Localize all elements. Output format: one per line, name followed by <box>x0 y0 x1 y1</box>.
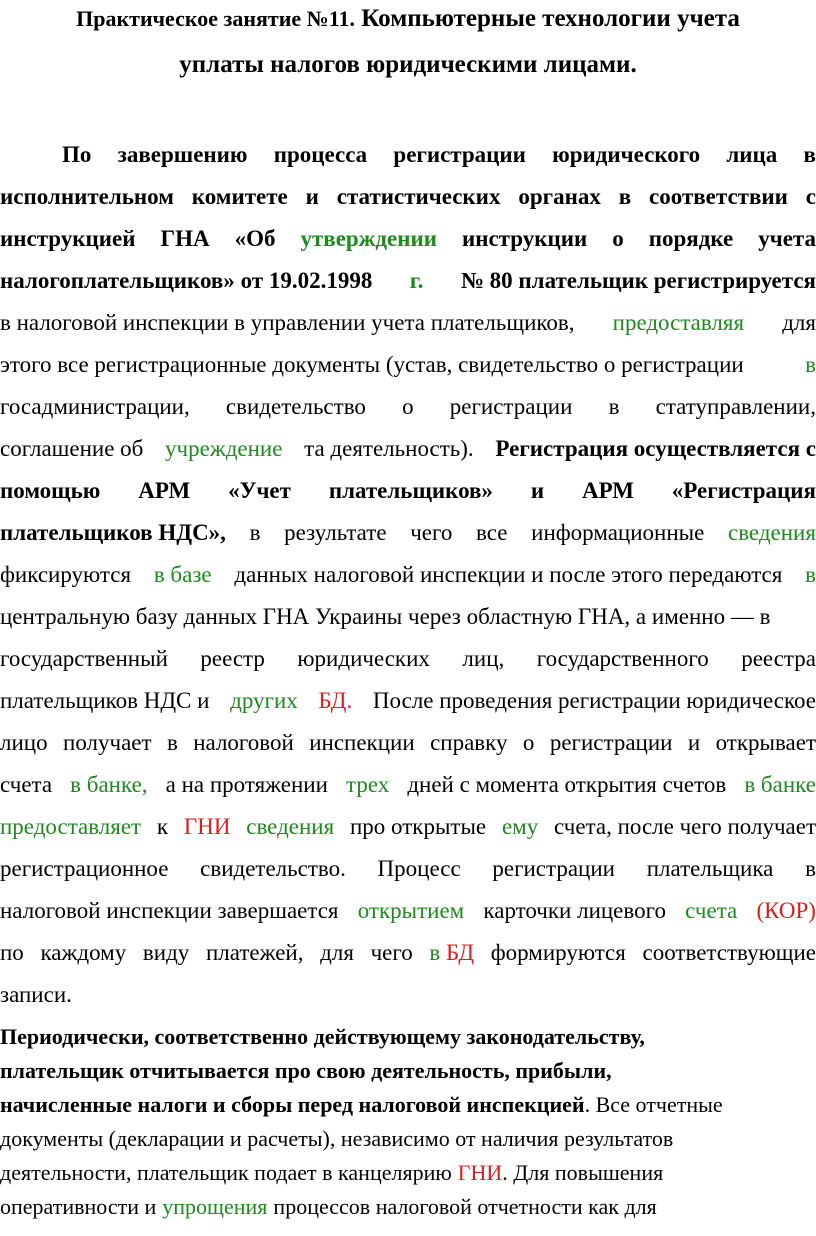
text-segment: для <box>782 310 816 335</box>
text-segment: свидетельство. <box>200 856 346 881</box>
text-segment: плательщик отчитывается про свою деятельность, прибыли, <box>0 1058 612 1083</box>
text-segment: сведения <box>246 814 335 839</box>
text-segment: плательщиков» <box>328 478 493 503</box>
text-line <box>0 1191 816 1223</box>
text-segment: каждому <box>40 940 127 965</box>
text-segment: лицо <box>0 730 48 755</box>
text-segment: госадминистрации, <box>0 394 190 419</box>
text-segment: начисленные налоги и сборы перед налоговой инспекцией <box>0 1092 585 1117</box>
text-segment: все <box>476 520 508 545</box>
text-segment: чего <box>410 520 453 545</box>
text-segment: центральную базу данных ГНА Украины через областную ГНА, а именно — в <box>0 604 771 629</box>
text-line <box>0 641 816 677</box>
text-segment: регистрации <box>449 394 573 419</box>
text-segment: органах <box>518 184 601 209</box>
text-segment: юридического <box>552 142 701 167</box>
text-segment: Процесс <box>377 856 461 881</box>
text-segment: счета <box>685 898 738 923</box>
text-line <box>0 809 816 845</box>
text-segment: плательщиков НДС», <box>0 520 226 545</box>
text-segment: государственного <box>536 646 709 671</box>
text-segment: г. <box>409 268 424 293</box>
text-segment: Регистрация осуществляется с <box>495 436 816 461</box>
text-segment: № 80 плательщик регистрируется <box>460 268 816 293</box>
text-segment-highlight: БД <box>446 940 475 965</box>
text-segment: счета, после чего получает <box>554 814 816 839</box>
text-segment: в банке <box>744 772 816 797</box>
text-segment: инструкции <box>461 226 588 251</box>
text-segment: По <box>62 142 92 167</box>
text-line <box>0 599 816 635</box>
text-segment: БД. <box>318 688 353 713</box>
text-segment: записи. <box>0 982 72 1007</box>
text-segment: этого все регистрационные документы (устав, свидетельство о регистрации <box>0 352 744 377</box>
page-title-line-2 <box>0 50 816 80</box>
text-segment: завершению <box>117 142 248 167</box>
text-segment: соглашение об <box>0 436 144 461</box>
text-segment: ГНИ <box>457 1160 503 1185</box>
text-line <box>0 473 816 509</box>
text-segment: и <box>530 478 545 503</box>
text-segment-highlight: в <box>429 940 447 965</box>
text-line <box>0 893 816 929</box>
text-segment: деятельности, плательщик подает в канцелярию <box>0 1160 452 1185</box>
text-segment: фиксируются <box>0 562 132 587</box>
text-segment: плательщиков НДС и <box>0 688 210 713</box>
title-topic-continued: уплаты налогов юридическими лицами. <box>179 51 637 78</box>
text-segment: статуправлении, <box>655 394 816 419</box>
text-segment: утверждении <box>300 226 437 251</box>
text-segment: результате <box>284 520 387 545</box>
text-segment: о <box>522 730 535 755</box>
text-segment: формируются <box>490 940 626 965</box>
title-lesson-number: Практическое занятие №11. <box>76 6 356 31</box>
text-segment: плательщика <box>646 856 774 881</box>
text-segment: комитете <box>191 184 288 209</box>
text-segment: данных налоговой инспекции и после этого передаются <box>234 562 783 587</box>
text-line <box>0 1089 816 1121</box>
text-segment: помощью <box>0 478 101 503</box>
text-segment: других <box>230 688 298 713</box>
text-segment: в <box>608 394 620 419</box>
text-segment: «Регистрация <box>671 478 816 503</box>
text-segment: «Учет <box>228 478 291 503</box>
text-segment: в налоговой инспекции в управлении учета плательщиков, <box>0 310 575 335</box>
text-segment: «Об <box>234 226 276 251</box>
text-segment: и <box>687 730 701 755</box>
text-line <box>0 1055 816 1087</box>
text-segment: та деятельность). <box>304 436 474 461</box>
text-segment: порядке <box>648 226 734 251</box>
text-line <box>0 431 816 467</box>
text-line <box>0 1157 816 1189</box>
text-segment: а на протяжении <box>165 772 328 797</box>
text-line <box>0 515 816 551</box>
text-segment: для <box>320 940 354 965</box>
text-segment: открывает <box>715 730 816 755</box>
text-segment: реестр <box>200 646 265 671</box>
text-line <box>0 767 816 803</box>
text-segment: о <box>402 394 414 419</box>
text-segment: о <box>612 226 624 251</box>
text-line <box>0 683 816 719</box>
text-line <box>0 179 816 215</box>
text-segment: налоговой <box>193 730 294 755</box>
text-segment: в <box>805 352 816 377</box>
text-segment: платежей, <box>205 940 304 965</box>
text-line <box>0 347 816 383</box>
text-segment: в <box>803 142 816 167</box>
text-segment: предоставляя <box>612 310 745 335</box>
text-segment: АРМ <box>581 478 634 503</box>
text-segment: ГНА <box>160 226 210 251</box>
text-line <box>0 263 816 299</box>
text-segment: учета <box>758 226 816 251</box>
text-line <box>0 1123 816 1155</box>
text-segment: чего <box>370 940 413 965</box>
text-segment: к <box>156 814 169 839</box>
text-segment <box>429 935 474 971</box>
text-segment: соответствии <box>649 184 788 209</box>
text-line <box>0 305 816 341</box>
text-segment: регистрации <box>549 730 673 755</box>
text-segment: процессов налоговой отчетности как для <box>273 1194 657 1219</box>
text-segment: по <box>0 940 24 965</box>
text-segment: свидетельство <box>225 394 366 419</box>
text-segment: (КОР) <box>756 898 816 923</box>
text-segment: После проведения регистрации юридическое <box>372 688 816 713</box>
text-segment: и <box>305 184 319 209</box>
text-segment: лиц, <box>462 646 505 671</box>
text-segment: дней с момента открытия счетов <box>407 772 727 797</box>
text-segment: информационные <box>531 520 705 545</box>
text-line <box>0 725 816 761</box>
text-segment: в <box>805 562 816 587</box>
text-segment: трех <box>345 772 390 797</box>
text-segment: в базе <box>153 562 212 587</box>
text-segment: карточки лицевого <box>483 898 666 923</box>
text-segment: сведения <box>728 520 816 545</box>
text-segment: инструкцией <box>0 226 136 251</box>
text-line <box>0 1021 816 1053</box>
text-segment: инспекции <box>309 730 415 755</box>
text-segment: исполнительном <box>0 184 174 209</box>
text-line <box>62 137 816 173</box>
text-segment: АРМ <box>138 478 191 503</box>
text-segment: статистических <box>336 184 501 209</box>
text-segment: реестра <box>741 646 816 671</box>
text-segment: . Для повышения <box>502 1160 664 1185</box>
text-segment: счета <box>0 772 53 797</box>
text-segment: предоставляет <box>0 814 142 839</box>
text-segment: соответствующие <box>642 940 816 965</box>
text-segment: документы (декларации и расчеты), независимо от наличия результатов <box>0 1126 674 1151</box>
text-segment: оперативности и <box>0 1194 157 1219</box>
text-line <box>0 851 816 887</box>
text-segment: юридических <box>297 646 430 671</box>
title-topic: Компьютерные технологии учета <box>361 5 740 32</box>
text-segment: учреждение <box>165 436 283 461</box>
text-segment: налоговой инспекции завершается <box>0 898 339 923</box>
text-segment: регистрации <box>492 856 615 881</box>
text-segment: в <box>249 520 261 545</box>
text-segment: регистрации <box>393 142 526 167</box>
text-segment: . Все отчетные <box>584 1092 723 1117</box>
text-line <box>0 935 816 971</box>
text-segment: ГНИ <box>183 814 231 839</box>
page-title-line-1 <box>0 4 816 34</box>
text-segment: получает <box>63 730 152 755</box>
text-segment: процесса <box>273 142 368 167</box>
text-segment: открытием <box>357 898 465 923</box>
text-segment: налогоплательщиков» от 19.02.1998 <box>0 268 373 293</box>
text-segment: Периодически, соответственно действующему законодательству, <box>0 1024 645 1049</box>
text-segment: виду <box>142 940 190 965</box>
text-line <box>0 221 816 257</box>
text-segment: упрощения <box>162 1194 268 1219</box>
text-segment: в <box>805 856 816 881</box>
text-line <box>0 557 816 593</box>
text-line <box>0 977 816 1013</box>
text-segment: государственный <box>0 646 168 671</box>
text-segment: лица <box>726 142 778 167</box>
text-segment: справку <box>430 730 508 755</box>
text-segment: про открытые <box>349 814 487 839</box>
text-segment: в банке, <box>70 772 148 797</box>
text-segment: в <box>166 730 178 755</box>
text-segment: ему <box>501 814 539 839</box>
text-segment: в <box>618 184 632 209</box>
text-segment: регистрационное <box>0 856 169 881</box>
text-line <box>0 389 816 425</box>
text-segment: с <box>805 184 816 209</box>
